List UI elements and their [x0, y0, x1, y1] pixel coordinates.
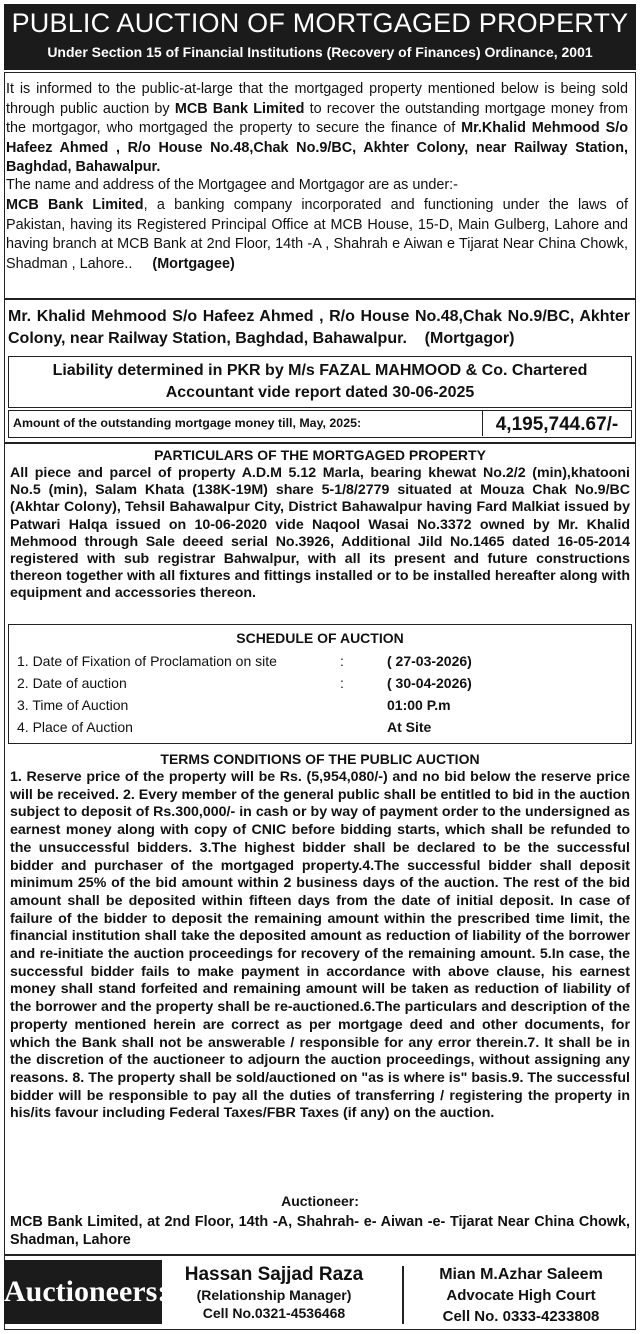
schedule-row-colon: : — [340, 675, 344, 691]
schedule-box — [8, 624, 632, 744]
schedule-row-label: 2. Date of auction — [17, 675, 127, 691]
intro-mortgagor: Mr.Khalid Mehmood S/o Hafeez Ahmed , R/o House No.48,Chak No.9/BC, Akhter Colony, near Railway Station, Baghdad, Bahawalpur. — [6, 120, 628, 175]
terms-title: TERMS CONDITIONS OF THE PUBLIC AUCTION — [160, 751, 480, 767]
mortgagee-paragraph — [6, 196, 628, 274]
auctioneers-badge: Auctioneers: — [4, 1260, 162, 1324]
mortgagor-block — [8, 306, 630, 350]
contact-advocate — [406, 1264, 636, 1327]
schedule-title: SCHEDULE OF AUCTION — [236, 630, 404, 646]
schedule-row-value: 01:00 P.m — [387, 697, 451, 713]
names-intro: The name and address of the Mortgagee and Mortgagor are as under:- — [6, 177, 458, 193]
mortgagor-role: (Mortgagor) — [424, 330, 515, 347]
intro-text-2: to recover the outstanding mortgage money from the mortgagor, who mortgaged the property to secure the finance of — [6, 100, 628, 136]
notice-header — [4, 4, 636, 70]
divider — [4, 442, 636, 444]
schedule-row-value: ( 27-03-2026) — [387, 653, 472, 669]
auctioneer-title: Auctioneer: — [281, 1193, 359, 1209]
schedule-row-label: 3. Time of Auction — [17, 697, 129, 713]
contact-role: (Relationship Manager) — [196, 1287, 352, 1303]
intro-paragraph — [6, 80, 628, 178]
amount-value: 4,195,744.67/- — [482, 411, 631, 436]
liability-line-1: Liability determined in PKR by M/s FAZAL MAHMOOD & Co. Chartered — [52, 362, 588, 379]
divider — [4, 1254, 636, 1256]
mortgagee-name: MCB Bank Limited — [6, 197, 144, 213]
schedule-row — [17, 719, 617, 739]
schedule-row-colon: : — [340, 653, 344, 669]
footer-divider — [402, 1266, 404, 1324]
contact-cell: Cell No. 0333-4233808 — [442, 1308, 600, 1325]
terms-text: 1. Reserve price of the property will be Rs. (5,954,080/-) and no bid below the reserve price will be received. 2. Every member of the general public shall be entitled to bid in the auction subject to deposit of Rs.300,000/- in cash or by way of payment order to the undersigned as earnest money along with copy of CNIC before bidding starts, which shall be refunded to the unsuccessful bidders. 3.The highest bidder shall be declared to be the successful bidder and purchaser of the mortgaged property.4.The successful bidder shall deposit minimum 25% of the bid amount within 2 business days of the auction. The rest of the bid amount shall be deposited within fifteen days from the date of initial deposit. In case of failure of the bidder to deposit the remaining amount within the prescribed time limit, the financial institution shall take the deposited amount as reduction of liability of the borrower and re-initiate the auction proceedings for recovery of the remaining amount. 5.In case, the successful bidder fails to make payment in accordance with above clause, his earnest money shall stand forfeited and remaining amount will be taken as reduction of liability of the borrower and the property shall be re-auctioned.6.The particulars and description of the property mentioned herein are correct as per mortgage deed and other documents, for which the Bank shall not be answerable / responsible for any error therein.7. It shall be in the discretion of the auctioneer to adjourn the auction proceedings, without assigning any reasons. 8. The property shall be sold/auctioned on "as is where is" basis.9. The successful bidder will be responsible to pay all the duties of transferring / registering the property in his/its favour including Federal Taxes/FBR Taxes (if any) on the auction. — [10, 769, 630, 1122]
contact-name: Mian M.Azhar Saleem — [439, 1266, 603, 1283]
amount-box — [8, 410, 632, 438]
liability-line-2: Accountant vide report dated 30-06-2025 — [165, 384, 475, 401]
schedule-row — [17, 653, 617, 673]
intro-text-1: It is informed to the public-at-large that the mortgaged property mentioned below is being sold through public auction by — [6, 81, 628, 117]
contact-relationship-manager — [166, 1264, 382, 1322]
contact-role: Advocate High Court — [446, 1287, 596, 1304]
amount-label: Amount of the outstanding mortgage money till, May, 2025: — [13, 416, 362, 430]
schedule-row-value: ( 30-04-2026) — [387, 675, 472, 691]
auctioneer-address: MCB Bank Limited, at 2nd Floor, 14th -A, Shahrah- e- Aiwan -e- Tijarat Near China Chowk, Shadman, Lahore — [10, 1214, 630, 1248]
footer — [4, 1258, 636, 1330]
notice-title: PUBLIC AUCTION OF MORTGAGED PROPERTY — [11, 8, 629, 38]
contact-name: Hassan Sajjad Raza — [184, 1264, 364, 1285]
mortgagee-address: , a banking company incorporated and functioning under the laws of Pakistan, having its Registered Principal Office at MCB House, 15-D, Main Gulberg, Lahore and having branch at MCB Bank at 2nd Floor, 14th -A , Shahrah e Aiwan e Tijarat Near China Chowk, Shadman , Lahore.. — [6, 197, 628, 272]
schedule-row — [17, 697, 617, 717]
particulars-text: All piece and parcel of property A.D.M 5.12 Marla, bearing khewat No.2/2 (min),khatooni No.5 (min), Salam Khata (138K-19M) share 5-1/8/2779 situated at Mouza Chak No.9/BC (Akhtar Colony), Tehsil Bahawalpur City, District Bahawalpur having Fard Malkiat issued by Patwari Halqa issued on 10-06-2020 vide Naqool Wasai No.3372 owned by Mr. Khalid Mehmood through Sale deeed serial No.3926, Additional Jild No.1465 dated 16-05-2014 registered with sub registrar Bahwalpur, with all its present and future constructions thereon together with all fixtures and fittings installed or to be installed hereafter along with equipment and accessories thereon. — [10, 465, 630, 602]
contact-cell: Cell No.0321-4536468 — [202, 1305, 346, 1321]
mortgagee-role: (Mortgagee) — [152, 255, 235, 272]
schedule-row-value: At Site — [387, 719, 432, 735]
mortgagor-text: Mr. Khalid Mehmood S/o Hafeez Ahmed , R/o House No.48,Chak No.9/BC, Akhter Colony, near Railway Station, Baghdad, Bahawalpur. — [8, 308, 630, 347]
schedule-row-label: 1. Date of Fixation of Proclamation on site — [17, 653, 277, 669]
liability-box — [8, 356, 632, 408]
schedule-row-label: 4. Place of Auction — [17, 719, 133, 735]
particulars-title: PARTICULARS OF THE MORTGAGED PROPERTY — [154, 447, 486, 463]
notice-subtitle: Under Section 15 of Financial Institutions (Recovery of Finances) Ordinance, 2001 — [47, 44, 593, 60]
divider — [4, 298, 636, 300]
intro-bank-name: MCB Bank Limited — [174, 100, 305, 117]
schedule-row — [17, 675, 617, 695]
